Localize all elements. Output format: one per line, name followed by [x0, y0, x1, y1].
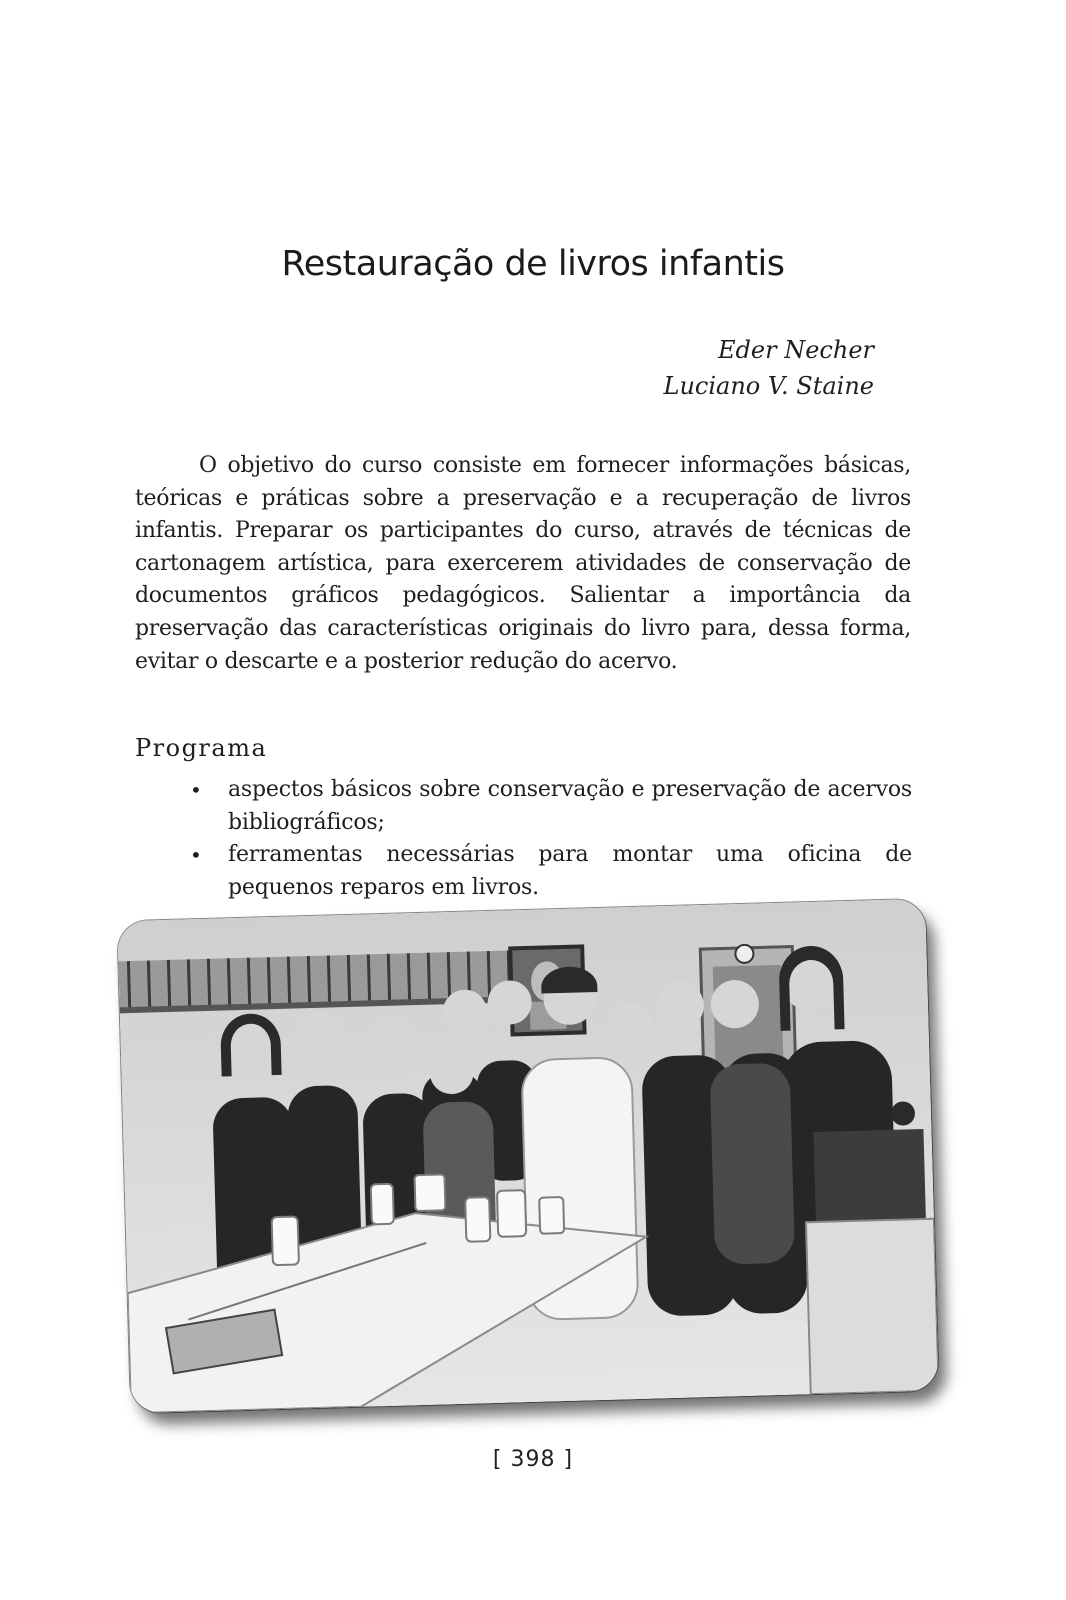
page-number: [ 398 ]	[492, 1447, 574, 1472]
list-item-text: ferramentas necessárias para montar uma oficina de pequenos reparos em livros.	[228, 842, 912, 900]
group-photo	[117, 899, 938, 1413]
list-item-text: aspectos básicos sobre conservação e preservação de acervos bibliográficos;	[228, 777, 912, 835]
program-list	[190, 774, 912, 904]
bullet-icon: •	[190, 843, 202, 868]
list-item	[190, 839, 912, 904]
page-title: Restauração de livros infantis	[281, 244, 785, 284]
authors-block	[664, 332, 874, 404]
list-item	[190, 774, 912, 839]
group-photo-illustration	[117, 899, 938, 1413]
section-heading: Programa	[135, 734, 268, 762]
bullet-icon: •	[190, 778, 202, 802]
author-name: Eder Necher	[718, 336, 874, 364]
body-paragraph: O objetivo do curso consiste em fornecer informações básicas, teóricas e práticas sobre a preservação e a recuperação de livros infantis. Preparar os participantes do curso, através de técnicas de cartonagem artística, para exercerem atividades de conservação de documentos gráficos pedagógicos. Salientar a importância da preservação das características originais do livro para, dessa forma, evitar o descarte e a posterior redução do acervo.	[135, 453, 911, 674]
author-name: Luciano V. Staine	[663, 372, 874, 400]
